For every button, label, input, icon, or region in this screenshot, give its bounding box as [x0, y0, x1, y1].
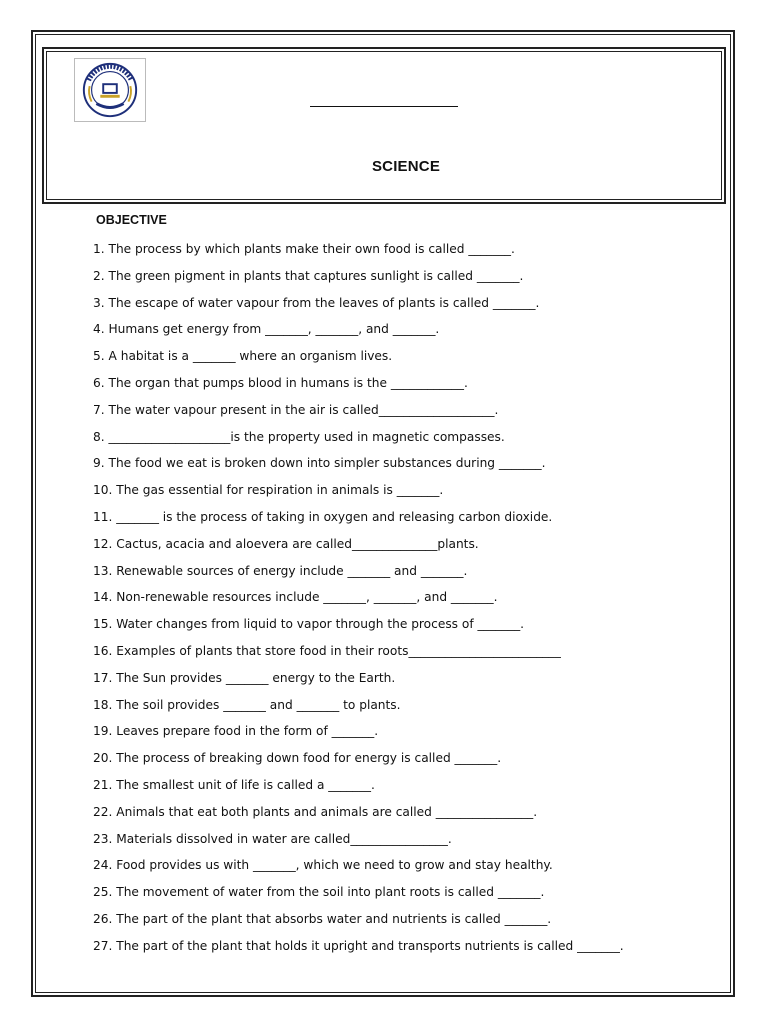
- school-seal-icon: [75, 59, 145, 121]
- question-list: [93, 240, 733, 964]
- question-item: 22. Animals that eat both plants and animals are called ________________.: [93, 804, 538, 819]
- question-item: 1. The process by which plants make their own food is called _______.: [93, 242, 515, 256]
- question-item: 11. _______ is the process of taking in oxygen and releasing carbon dioxide.: [93, 509, 553, 524]
- question-item: 23. Materials dissolved in water are called________________.: [93, 831, 452, 846]
- header-box-inner: [46, 51, 722, 200]
- question-item: 8. ____________________is the property used in magnetic compasses.: [93, 429, 505, 444]
- question-item: 24. Food provides us with _______, which we need to grow and stay healthy.: [93, 858, 553, 873]
- question-item: 10. The gas essential for respiration in animals is _______.: [93, 483, 444, 498]
- question-item: 25. The movement of water from the soil into plant roots is called _______.: [93, 885, 545, 900]
- question-item: 2. The green pigment in plants that captures sunlight is called _______.: [93, 268, 524, 283]
- question-item: 3. The escape of water vapour from the leaves of plants is called _______.: [93, 295, 540, 310]
- question-item: 27. The part of the plant that holds it upright and transports nutrients is called _______.: [93, 938, 624, 953]
- question-item: 9. The food we eat is broken down into simpler substances during _______.: [93, 456, 546, 471]
- question-item: 20. The process of breaking down food for energy is called _______.: [93, 751, 502, 766]
- question-item: 19. Leaves prepare food in the form of _______.: [93, 724, 379, 739]
- question-item: 12. Cactus, acacia and aloevera are called______________plants.: [93, 536, 479, 551]
- question-item: 15. Water changes from liquid to vapor through the process of _______.: [93, 617, 525, 632]
- question-item: 18. The soil provides _______ and _______ to plants.: [93, 697, 401, 712]
- title-blank-line: [310, 92, 458, 107]
- question-item: 26. The part of the plant that absorbs water and nutrients is called _______.: [93, 911, 552, 926]
- question-item: 14. Non-renewable resources include _______, _______, and _______.: [93, 590, 498, 605]
- question-item: 7. The water vapour present in the air is called___________________.: [93, 402, 499, 417]
- school-logo: [74, 58, 146, 122]
- question-item: 16. Examples of plants that store food in their roots_________________________: [93, 643, 561, 658]
- subject-title: SCIENCE: [371, 158, 441, 175]
- question-item: 5. A habitat is a _______ where an organism lives.: [93, 349, 393, 364]
- question-item: 6. The organ that pumps blood in humans is the ____________.: [93, 375, 468, 390]
- question-item: 17. The Sun provides _______ energy to the Earth.: [93, 670, 396, 685]
- section-label-objective: OBJECTIVE: [96, 213, 167, 227]
- question-item: 4. Humans get energy from _______, _______, and _______.: [93, 322, 440, 337]
- question-item: 13. Renewable sources of energy include _______ and _______.: [93, 563, 468, 578]
- question-item: 21. The smallest unit of life is called a _______.: [93, 777, 375, 792]
